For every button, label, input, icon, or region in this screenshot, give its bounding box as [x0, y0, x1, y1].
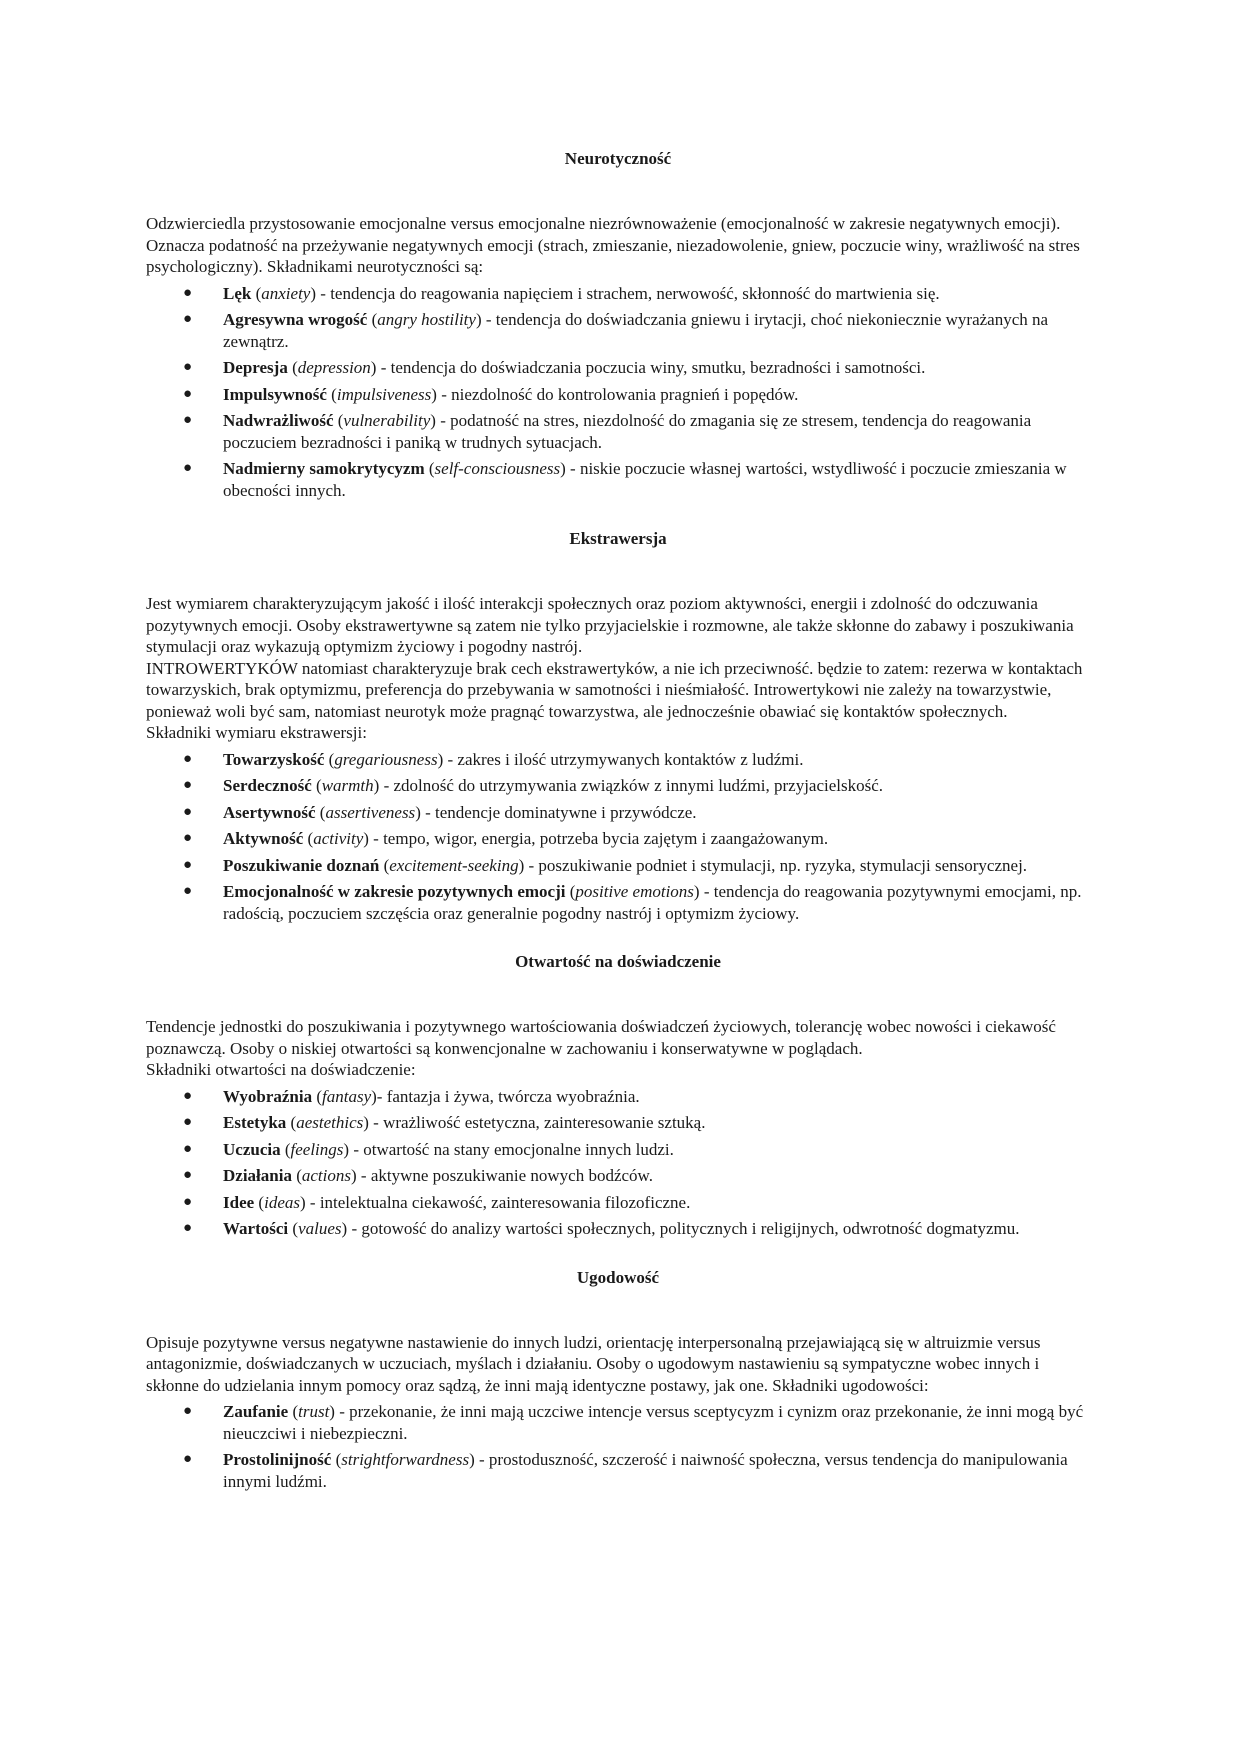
english-term: ideas	[264, 1192, 300, 1212]
paren-close: )	[469, 1450, 475, 1469]
component-list	[146, 283, 1090, 502]
list-item	[183, 410, 1090, 453]
bullet-icon: ●	[183, 1403, 193, 1419]
paren-open: (	[303, 829, 314, 848]
paren-open: (	[280, 1139, 291, 1159]
term-label: Agresywna wrogość	[223, 310, 368, 329]
bullet-icon: ●	[183, 1140, 193, 1157]
english-term: trust	[298, 1402, 330, 1421]
paren-close: )	[343, 1139, 350, 1159]
english-term: positive emotions	[575, 882, 694, 901]
paren-open: (	[288, 1219, 299, 1238]
english-term: aestethics	[296, 1113, 364, 1132]
component-list	[146, 1086, 1090, 1240]
body-paragraph: Opisuje pozytywne versus negatywne nastawienie do innych ludzi, orientację interpersonalną przejawiającą się w altruizmie versus antagonizmie, doświadczanych w uczuciach, myślach i działaniu. Osoby o ugodowym nastawieniu są sympatyczne wobec innych i skłonne do udzielania innym pomocy oraz sądzą, że inni mają identyczne postawy, jak one. Składniki ugodowości:	[146, 1332, 1041, 1395]
term-label: Impulsywność	[223, 384, 327, 404]
term-description: - tendencja do doświadczania gniewu i irytacji, choć niekoniecznie wyrażanych na zewnątrz.	[223, 310, 1049, 351]
section	[146, 148, 1090, 501]
english-term: fantasy	[322, 1086, 372, 1106]
list-item	[183, 283, 1090, 305]
bullet-icon: ●	[183, 750, 193, 767]
paren-close: )	[363, 829, 369, 848]
paren-close: )	[363, 1113, 369, 1132]
english-term: depression	[297, 358, 371, 377]
term-label: Nadwrażliwość	[223, 411, 334, 430]
body-paragraph: Składniki wymiaru ekstrawersji:	[146, 723, 367, 742]
bullet-icon: ●	[183, 1451, 193, 1467]
body-paragraph: Składniki otwartości na doświadczenie:	[146, 1060, 416, 1079]
term-label: Idee	[223, 1192, 255, 1212]
paren-open: (	[326, 384, 337, 404]
bullet-icon: ●	[183, 311, 193, 327]
paren-open: (	[331, 1450, 342, 1469]
section-spacer	[146, 501, 1090, 528]
list-item	[183, 775, 1090, 797]
term-description: - zakres i ilość utrzymywanych kontaktów z ludźmi.	[443, 749, 804, 769]
term-description: - tendencja do reagowania pozytywnymi emocjami, np. radością, poczuciem szczęścia oraz generalnie pogodny nastrój i optymizm życiowy.	[223, 882, 1082, 923]
list-item	[183, 749, 1090, 771]
paren-close: )	[518, 855, 525, 875]
paren-close: )	[350, 1166, 357, 1185]
term-description: - niezdolność do kontrolowania pragnień i popędów.	[436, 384, 799, 404]
term-label: Aktywność	[223, 829, 304, 848]
list-item	[183, 1401, 1090, 1444]
term-description: - podatność na stres, niezdolność do zmagania się ze stresem, tendencja do reagowania poczuciem bezradności i paniką w trudnych sytuacjach.	[223, 411, 1032, 452]
paren-open: (	[565, 882, 576, 901]
english-term: values	[298, 1219, 342, 1238]
term-label: Wartości	[223, 1219, 289, 1238]
term-description: - tendencje dominatywne i przywódcze.	[420, 802, 697, 822]
paren-open: (	[291, 1166, 302, 1185]
paren-open: (	[288, 1402, 299, 1421]
list-item	[183, 458, 1090, 501]
paren-close: )	[475, 310, 482, 329]
bullet-icon: ●	[183, 1193, 193, 1210]
paren-open: (	[312, 1086, 323, 1106]
component-list	[146, 1401, 1090, 1492]
paren-open: (	[286, 1113, 297, 1132]
paren-close: )	[341, 1219, 348, 1238]
paren-open: (	[311, 776, 322, 795]
paren-close: )	[299, 1192, 306, 1212]
english-term: feelings	[290, 1139, 344, 1159]
term-description: - prostoduszność, szczerość i naiwność społeczna, versus tendencja do manipulowania innymi ludźmi.	[223, 1450, 1068, 1491]
bullet-icon: ●	[183, 1087, 193, 1104]
english-term: impulsiveness	[336, 384, 432, 404]
bullet-icon: ●	[183, 803, 193, 820]
paren-open: (	[333, 411, 344, 430]
list-item	[183, 1192, 1090, 1214]
bullet-icon: ●	[183, 777, 193, 793]
body-paragraph: Tendencje jednostki do poszukiwania i pozytywnego wartościowania doświadczeń życiowych, tolerancję wobec nowości i ciekawość poznawczą. Osoby o niskiej otwartości są konwencjonalne w zachowaniu i konserwatywne w poglądach.	[146, 1017, 1056, 1058]
term-label: Serdeczność	[223, 776, 312, 795]
paren-close: )	[329, 1402, 335, 1421]
term-description: - niskie poczucie własnej wartości, wstydliwość i poczucie zmieszania w obecności innych.	[223, 459, 1067, 500]
section-heading: Ekstrawersja	[569, 529, 667, 548]
english-term: anxiety	[261, 283, 311, 303]
bullet-icon: ●	[183, 385, 193, 402]
term-label: Lęk	[223, 283, 252, 303]
term-description: - aktywne poszukiwanie nowych bodźców.	[356, 1166, 653, 1185]
list-item	[183, 802, 1090, 824]
bullet-icon: ●	[183, 460, 193, 476]
bullet-icon: ●	[183, 856, 193, 873]
list-item	[183, 384, 1090, 406]
component-list	[146, 749, 1090, 925]
list-item	[183, 1112, 1090, 1134]
term-label: Depresja	[223, 358, 288, 377]
list-item	[183, 881, 1090, 924]
bullet-icon: ●	[183, 830, 193, 846]
section-heading: Neurotyczność	[564, 149, 672, 168]
body-paragraph: INTROWERTYKÓW natomiast charakteryzuje brak cech ekstrawertyków, a nie ich przeciwność. będzie to zatem: rezerwa w kontaktach towarzyskich, brak optymizmu, preferencja do przebywania w samotności i nieśmiałość. Introwertykowi nie zależy na towarzystwie, ponieważ woli być sam, natomiast neurotyk może pragnąć towarzystwa, ale jednocześnie obawiać się kontaktów społecznych.	[146, 658, 1083, 721]
list-item	[183, 1165, 1090, 1187]
paren-close: )	[310, 283, 317, 303]
list-item	[183, 1139, 1090, 1161]
list-item	[183, 1218, 1090, 1240]
term-label: Nadmierny samokrytycyzm	[223, 459, 425, 478]
term-label: Uczucia	[223, 1139, 281, 1159]
english-term: self-consciousness	[434, 459, 561, 478]
section-spacer	[146, 1240, 1090, 1267]
paren-open: (	[424, 459, 435, 478]
paren-close: )	[560, 459, 566, 478]
paren-open: (	[367, 310, 378, 329]
section	[146, 951, 1090, 1240]
term-description: - wrażliwość estetyczna, zainteresowanie sztuką.	[368, 1113, 706, 1132]
term-label: Wyobraźnia	[223, 1086, 313, 1106]
section-heading: Ugodowość	[576, 1267, 660, 1287]
list-item	[183, 828, 1090, 850]
paren-open: (	[251, 283, 262, 303]
term-label: Poszukiwanie doznań	[223, 855, 380, 875]
english-term: activity	[313, 829, 364, 848]
bullet-icon: ●	[183, 1167, 193, 1183]
paren-close: )	[373, 776, 380, 795]
english-term: vulnerability	[343, 411, 431, 430]
term-description: - tempo, wigor, energia, potrzeba bycia zajętym i zaangażowanym.	[368, 829, 829, 848]
list-item	[183, 309, 1090, 352]
english-term: strightforwardness	[341, 1450, 470, 1469]
term-label: Emocjonalność w zakresie pozytywnych emocji	[223, 882, 566, 901]
paren-open: (	[324, 749, 335, 769]
term-label: Zaufanie	[223, 1402, 289, 1421]
section-spacer	[146, 924, 1090, 951]
term-label: Działania	[223, 1166, 292, 1185]
paren-close: )	[415, 802, 421, 822]
section-heading: Otwartość na doświadczenie	[515, 952, 721, 971]
list-item	[183, 357, 1090, 379]
bullet-icon: ●	[183, 359, 193, 375]
term-description: - tendencja do reagowania napięciem i strachem, nerwowość, skłonność do martwienia się.	[316, 283, 940, 303]
paren-open: (	[379, 855, 390, 875]
paren-close: )	[430, 411, 436, 430]
paren-close: )	[431, 384, 437, 404]
body-paragraph: Odzwierciedla przystosowanie emocjonalne versus emocjonalne niezrównoważenie (emocjonalność w zakresie negatywnych emocji). Oznacza podatność na przeżywanie negatywnych emocji (strach, zmieszanie, niezadowolenie, gniew, poczucie winy, wrażliwość na stres psychologiczny). Składnikami neurotyczności są:	[146, 214, 1080, 276]
paren-open: (	[287, 358, 298, 377]
term-label: Asertywność	[223, 802, 316, 822]
term-description: - gotowość do analizy wartości społecznych, politycznych i religijnych, odwrotność dogmatyzmu.	[347, 1219, 1020, 1238]
term-label: Prostolinijność	[223, 1450, 332, 1469]
english-term: gregariousness	[334, 749, 438, 769]
english-term: excitement-seeking	[389, 855, 519, 875]
paren-open: (	[254, 1192, 265, 1212]
paren-close: )	[371, 1086, 377, 1106]
bullet-icon: ●	[183, 1114, 193, 1130]
term-description: - tendencja do doświadczania poczucia winy, smutku, bezradności i samotności.	[376, 358, 926, 377]
paren-open: (	[315, 802, 326, 822]
list-item	[183, 1449, 1090, 1492]
bullet-icon: ●	[183, 412, 193, 428]
list-item	[183, 1086, 1090, 1108]
paren-close: )	[437, 749, 444, 769]
paren-close: )	[693, 882, 700, 901]
term-label: Towarzyskość	[223, 749, 325, 769]
english-term: actions	[301, 1166, 351, 1185]
paren-close: )	[370, 358, 377, 377]
term-description: - poszukiwanie podniet i stymulacji, np. ryzyka, stymulacji sensorycznej.	[524, 855, 1028, 875]
english-term: warmth	[321, 776, 374, 795]
section	[146, 1267, 1090, 1493]
english-term: assertiveness	[325, 802, 416, 822]
bullet-icon: ●	[183, 1220, 193, 1236]
term-description: - przekonanie, że inni mają uczciwe intencje versus sceptycyzm i cynizm oraz przekonanie, że inni mogą być nieuczciwi i niebezpieczni.	[223, 1402, 1084, 1443]
term-label: Estetyka	[223, 1113, 287, 1132]
bullet-icon: ●	[183, 883, 193, 899]
section	[146, 528, 1090, 924]
list-item	[183, 855, 1090, 877]
term-description: - zdolność do utrzymywania związków z innymi ludźmi, przyjacielskość.	[379, 776, 884, 795]
term-description: - fantazja i żywa, twórcza wyobraźnia.	[376, 1086, 640, 1106]
bullet-icon: ●	[183, 284, 193, 301]
english-term: angry hostility	[377, 310, 476, 329]
term-description: - intelektualna ciekawość, zainteresowania filozoficzne.	[305, 1192, 691, 1212]
term-description: - otwartość na stany emocjonalne innych ludzi.	[349, 1139, 674, 1159]
body-paragraph: Jest wymiarem charakteryzującym jakość i ilość interakcji społecznych oraz poziom aktywności, energii i zdolność do odczuwania pozytywnych emocji. Osoby ekstrawertywne są zatem nie tylko przyjacielskie i rozmowne, ale także skłonne do zabawy i poszukiwania stymulacji oraz wykazują optymizm życiowy i pogodny nastrój.	[146, 594, 1074, 656]
